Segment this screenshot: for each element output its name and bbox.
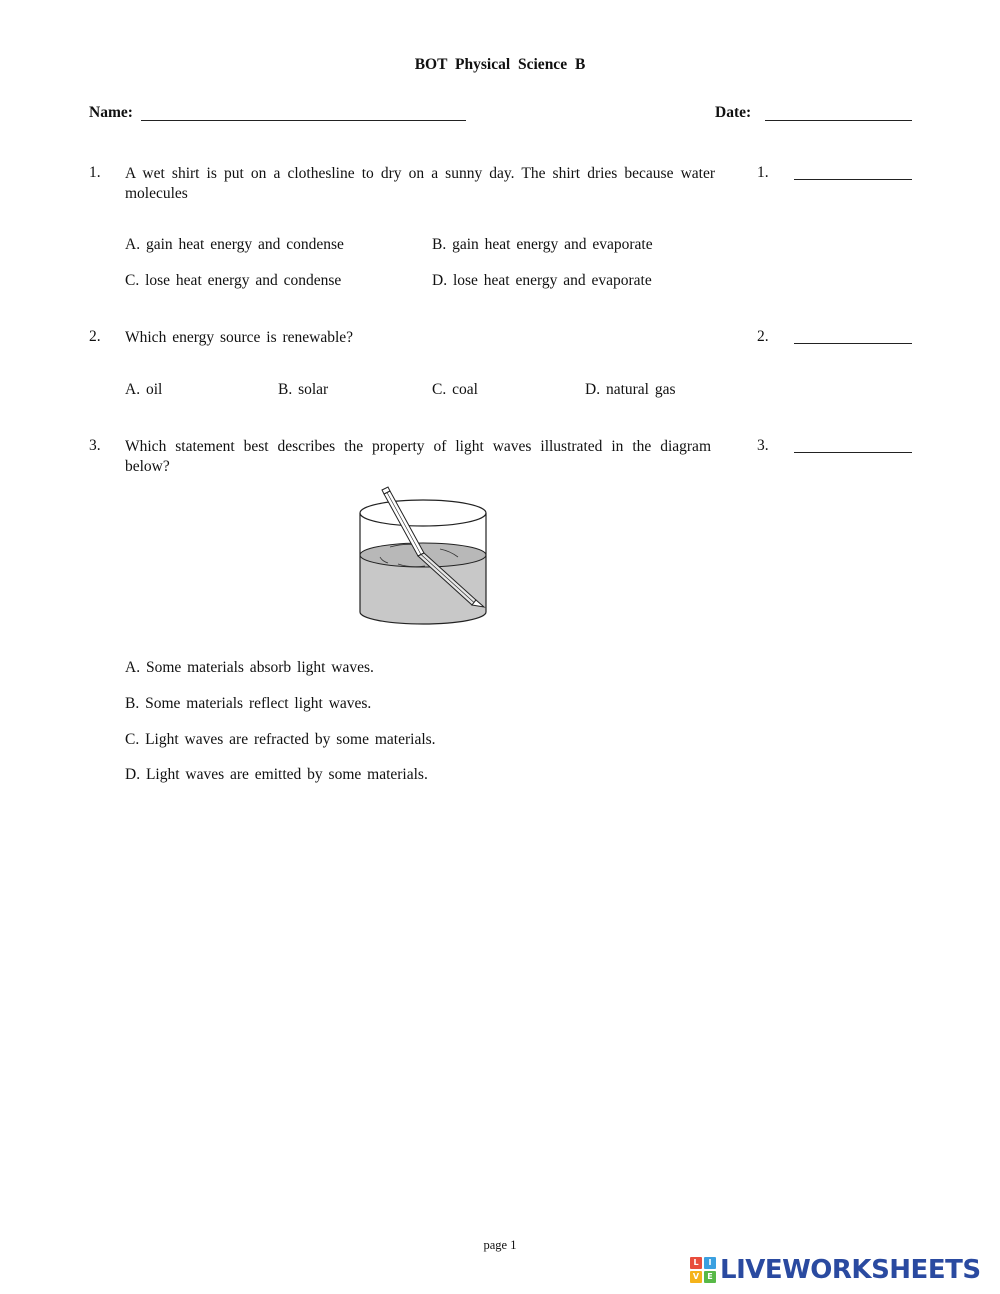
- answer-blank[interactable]: [794, 343, 912, 344]
- date-field[interactable]: [765, 120, 912, 121]
- option-b: B. gain heat energy and evaporate: [432, 236, 653, 253]
- question-number: 1.: [89, 164, 101, 181]
- answer-number: 1.: [757, 164, 769, 181]
- option-a: A. Some materials absorb light waves.: [125, 659, 374, 676]
- option-b: B. Some materials reflect light waves.: [125, 695, 372, 712]
- option-c: C. Light waves are refracted by some materials.: [125, 731, 436, 748]
- option-c: C. lose heat energy and condense: [125, 272, 342, 289]
- date-label: Date:: [715, 104, 752, 121]
- option-d: D. lose heat energy and evaporate: [432, 272, 652, 289]
- logo-square: I: [704, 1257, 716, 1269]
- option-d: D. natural gas: [585, 381, 676, 398]
- option-a: A. gain heat energy and condense: [125, 236, 344, 253]
- question-text: A wet shirt is put on a clothesline to dry on a sunny day. The shirt dries because water molecules: [125, 165, 715, 202]
- worksheet-title: BOT Physical Science B: [414, 56, 586, 73]
- answer-blank[interactable]: [794, 452, 912, 453]
- logo-square: E: [704, 1271, 716, 1283]
- question-number: 3.: [89, 437, 101, 454]
- answer-number: 3.: [757, 437, 769, 454]
- answer-blank[interactable]: [794, 179, 912, 180]
- glass-rim: [360, 500, 486, 526]
- option-b: B. solar: [278, 381, 329, 398]
- page-number: page 1: [483, 1238, 517, 1252]
- option-a: A. oil: [125, 381, 163, 398]
- question-number: 2.: [89, 328, 101, 345]
- question-text: Which statement best describes the property of light waves illustrated in the diagram below?: [125, 438, 711, 475]
- question-text: Which energy source is renewable?: [125, 329, 354, 346]
- name-label: Name:: [89, 104, 133, 121]
- logo-squares-icon: [690, 1257, 716, 1283]
- option-c: C. coal: [432, 381, 478, 398]
- liveworksheets-logo[interactable]: [690, 1254, 990, 1286]
- option-d: D. Light waves are emitted by some materials.: [125, 766, 428, 783]
- logo-square: V: [690, 1271, 702, 1283]
- logo-square: L: [690, 1257, 702, 1269]
- refraction-diagram: [350, 485, 500, 630]
- name-field[interactable]: [141, 120, 466, 121]
- brand-name: LIVEWORKSHEETS: [720, 1255, 981, 1285]
- answer-number: 2.: [757, 328, 769, 345]
